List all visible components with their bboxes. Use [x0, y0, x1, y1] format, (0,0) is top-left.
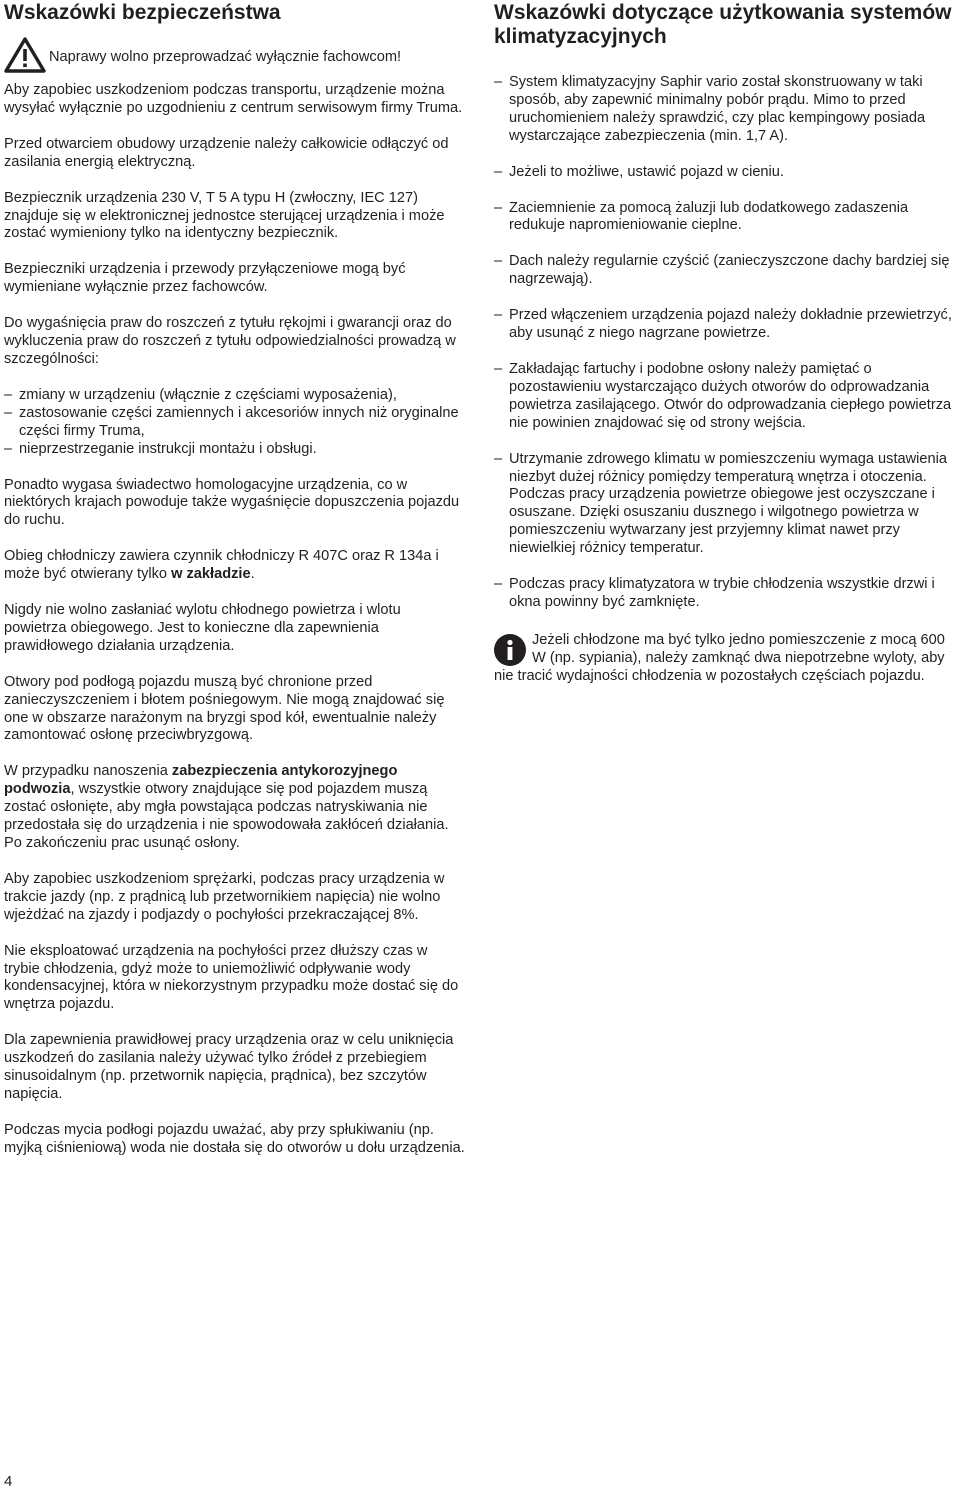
warranty-list [4, 387, 466, 459]
paragraph-corrosion [4, 763, 466, 853]
right-column [494, 0, 956, 686]
list-item: – zmiany w urządzeniu (włącznie z częściami wyposażenia), [4, 387, 466, 405]
list-item: – Przed włączeniem urządzenia pojazd należy dokładnie przewietrzyć, aby usunąć z niego nagrzane powietrze. [494, 307, 956, 343]
info-note [494, 632, 956, 686]
safety-heading: Wskazówki bezpieczeństwa [4, 1, 281, 24]
paragraph-slope: Nie eksploatować urządzenia na pochyłości przez dłuższy czas w trybie chłodzenia, gdyż może to uniemożliwić odpływanie wody kondensacyjnej, która w niekorzystnym przypadku może dostać się do wnętrza pojazdu. [4, 942, 459, 1013]
paragraph-fuse-replacement: Bezpieczniki urządzenia i przewody przyłączeniowe mogą być wymieniane wyłącznie przez fachowców. [4, 261, 406, 296]
paragraph-washing: Podczas mycia podłogi pojazdu uważać, aby przy spłukiwaniu (np. myjką ciśnieniową) woda nie dostała się do otworów u dołu urządzenia. [4, 1121, 465, 1156]
text-span: W przypadku nanoszenia [4, 763, 172, 780]
text-span: , wszystkie otwory znajdujące się pod pojazdem muszą zostać osłonięte, aby mgła powstająca podczas natryskiwania nie przedostała się do urządzenia i nie spowodowała zakłóceń działania. Po zakończeniu prac usunąć osłony. [4, 781, 449, 851]
text-span: Obieg chłodniczy zawiera czynnik chłodniczy R 407C oraz R 134a i może być otwierany tylko [4, 548, 439, 583]
bold-text: zabezpieczenia antykorozyjnego podwozia [4, 763, 398, 798]
paragraph-transport: Aby zapobiec uszkodzeniom podczas transportu, urządzenie można wysyłać wyłącznie po uzgodnieniu z centrum serwisowym firmy Truma. [4, 82, 463, 116]
warning-triangle-icon [4, 36, 46, 74]
page-number: 4 [4, 1473, 13, 1490]
text-span: . [250, 566, 255, 583]
paragraph-power-source: Dla zapewnienia prawidłowej pracy urządzenia oraz w celu uniknięcia uszkodzeń do zasilania należy używać tylko źródeł z przebiegiem sinusoidalnym (np. przetwornik napięcia, prądnica), bez szczytów napięcia. [4, 1032, 454, 1102]
bold-text: w zakładzie [171, 566, 251, 583]
list-item: – Podczas pracy klimatyzatora w trybie chłodzenia wszystkie drzwi i okna powinny być zamknięte. [494, 576, 956, 612]
paragraph-housing: Przed otwarciem obudowy urządzenie należy całkowicie odłączyć od zasilania energią elektryczną. [4, 135, 449, 170]
usage-list [494, 74, 956, 612]
paragraph-warranty: Do wygaśnięcia praw do roszczeń z tytułu rękojmi i gwarancji oraz do wykluczenia praw do roszczeń z tytułu odpowiedzialności prowadzą w szczególności: [4, 315, 456, 367]
paragraph-fuse: Bezpiecznik urządzenia 230 V, T 5 A typu H (zwłoczny, IEC 127) znajduje się w elektronicznej jednostce sterującej urządzenia i może zostać wymieniony tylko na identyczny bezpiecznik. [4, 189, 445, 242]
info-icon [494, 634, 526, 666]
usage-heading: Wskazówki dotyczące użytkowania systemów klimatyzacyjnych [494, 1, 952, 48]
list-item: – Jeżeli to możliwe, ustawić pojazd w cieniu. [494, 164, 956, 182]
list-item: – Zakładając fartuchy i podobne osłony należy pamiętać o pozostawieniu wystarczająco dużych otworów do odprowadzania powietrza zasilającego. Otwór do odprowadzania ciepłego powietrza nie powinien znajdować się od strony wejścia. [494, 361, 956, 433]
list-item: – nieprzestrzeganie instrukcji montażu i obsługi. [4, 441, 466, 459]
paragraph-compressor: Aby zapobiec uszkodzeniom sprężarki, podczas pracy urządzenia w trakcie jazdy (np. z prądnicą lub przetwornikiem napięcia) nie wolno wjeżdżać na zjazdy i podjazdy o pochyłości przekraczającej 8%. [4, 870, 445, 923]
info-text: Jeżeli chłodzone ma być tylko jedno pomieszczenie z mocą 600 W (np. sypiania), należy zamknąć dwa niepotrzebne wyloty, aby nie tracić wydajności chłodzenia w pozostałych częściach pojazdu. [494, 631, 945, 684]
paragraph-homologation: Ponadto wygasa świadectwo homologacyjne urządzenia, co w niektórych krajach powoduje także wygaśnięcie dopuszczenia pojazdu do ruchu. [4, 476, 460, 529]
list-item: – Zaciemnienie za pomocą żaluzji lub dodatkowego zadaszenia redukuje napromieniowanie cieplne. [494, 200, 956, 236]
list-item: – Dach należy regularnie czyścić (zanieczyszczone dachy bardziej się nagrzewają). [494, 253, 956, 289]
list-item: – Utrzymanie zdrowego klimatu w pomieszczeniu wymaga ustawienia niezbyt dużej różnicy pomiędzy temperaturą wnętrza i otoczenia. Podczas pracy urządzenia powietrze obiegowe jest oczyszczane i osuszane. Dzięki osuszaniu dusznego i wilgotnego powietrza w pomieszczeniu wytwarzany jest przyjemny klimat nawet przy niewielkiej różnicy temperatur. [494, 451, 956, 558]
paragraph-air-outlet: Nigdy nie wolno zasłaniać wylotu chłodnego powietrza i wlotu powietrza obiegowego. Jest to konieczne dla zapewnienia prawidłowego działania urządzenia. [4, 602, 401, 654]
list-item: – System klimatyzacyjny Saphir vario został skonstruowany w taki sposób, aby zapewnić minimalny pobór prądu. Mimo to przed uruchomieniem należy sprawdzić, czy plac kempingowy posiada wystarczające zabezpieczenia (min. 1,7 A). [494, 74, 956, 146]
list-item: – zastosowanie części zamiennych i akcesoriów innych niż oryginalne części firmy Truma, [4, 405, 466, 441]
paragraph-refrigerant [4, 548, 466, 584]
warning-row [4, 36, 466, 74]
paragraph-floor-openings: Otwory pod podłogą pojazdu muszą być chronione przed zanieczyszczeniem i błotem pośniegowym. Nie mogą znajdować się one w obszarze narażonym na bryzgi spod kół, ewentualnie należy zamontować osłonę przeciwbryzgową. [4, 673, 445, 744]
left-column [4, 0, 466, 1158]
warning-text: Naprawy wolno przeprowadzać wyłącznie fachowcom! [49, 49, 402, 65]
